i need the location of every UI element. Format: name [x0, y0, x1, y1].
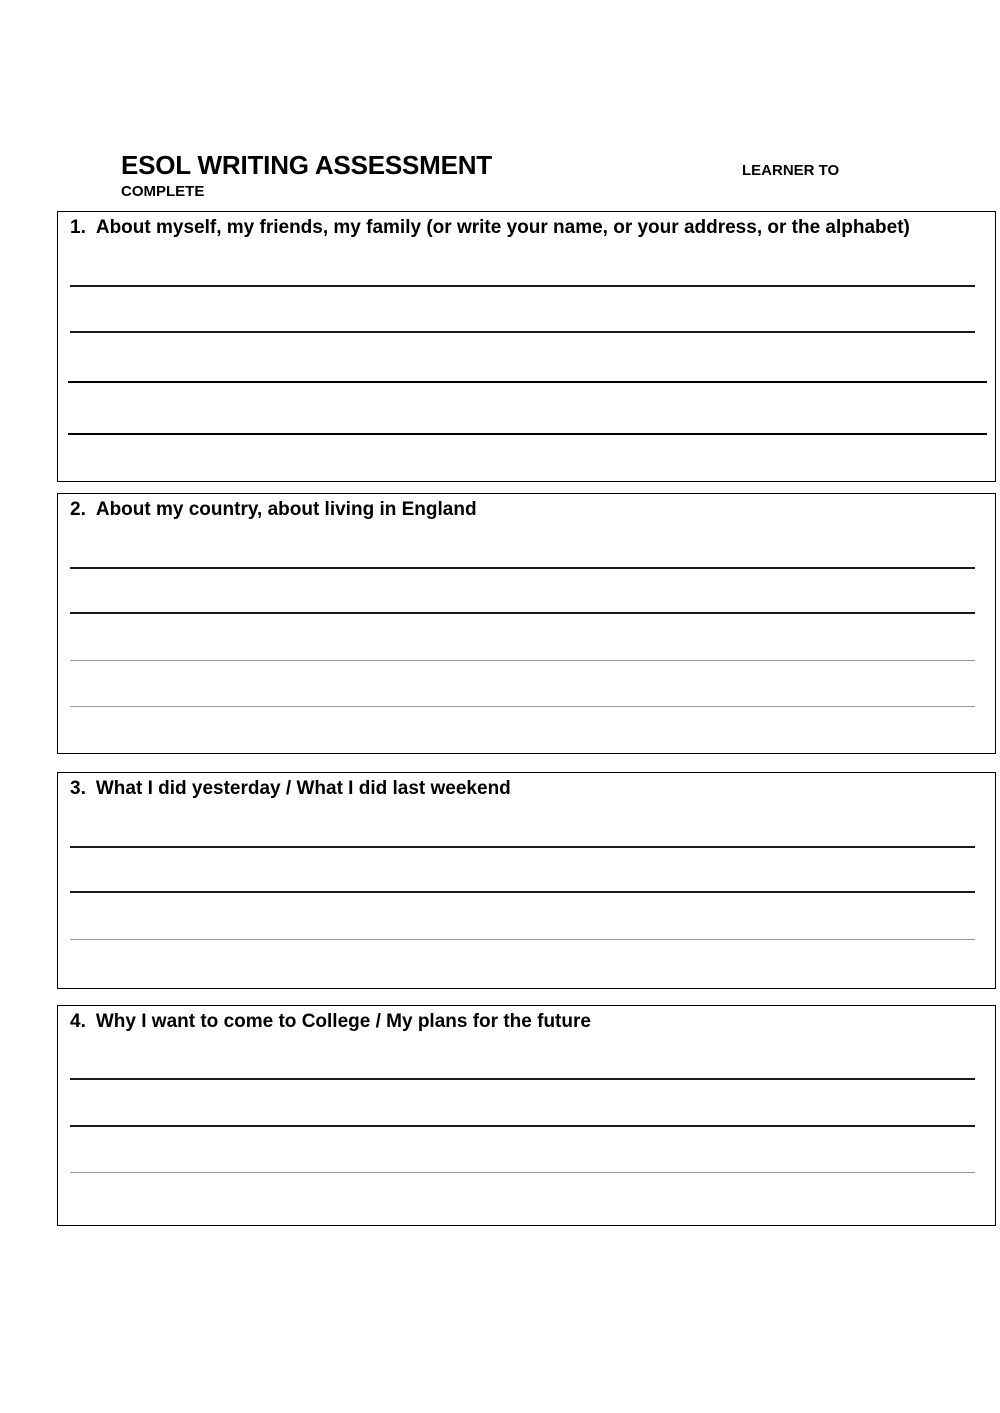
section-3-prompt	[70, 778, 511, 800]
writing-line[interactable]	[68, 381, 987, 383]
learner-to-complete-label: LEARNER TO	[742, 162, 840, 179]
section-prompt-text: About myself, my friends, my family (or write your name, or your address, or the alphabet)	[95, 217, 910, 238]
section-1-prompt	[70, 217, 910, 239]
writing-line[interactable]	[70, 1125, 975, 1127]
writing-line[interactable]	[68, 433, 987, 435]
writing-line[interactable]	[70, 612, 975, 614]
section-number: 4.	[70, 1011, 86, 1032]
writing-line[interactable]	[70, 331, 975, 333]
section-number: 2.	[70, 499, 86, 520]
section-number: 3.	[70, 778, 86, 799]
section-4-prompt	[70, 1011, 591, 1033]
writing-line[interactable]	[70, 1172, 975, 1173]
section-1-box	[57, 211, 996, 482]
section-prompt-text: What I did yesterday / What I did last weekend	[95, 778, 511, 799]
writing-line[interactable]	[70, 706, 975, 707]
writing-line[interactable]	[70, 939, 975, 940]
section-2-prompt	[70, 499, 477, 521]
section-4-box	[57, 1005, 996, 1226]
section-prompt-text: About my country, about living in England	[95, 499, 477, 520]
section-number: 1.	[70, 217, 86, 238]
complete-label: COMPLETE	[121, 183, 205, 200]
writing-line[interactable]	[70, 285, 975, 287]
section-prompt-text: Why I want to come to College / My plans for the future	[95, 1011, 591, 1032]
writing-line[interactable]	[70, 660, 975, 661]
writing-line[interactable]	[70, 891, 975, 893]
writing-line[interactable]	[70, 567, 975, 569]
page-title: ESOL WRITING ASSESSMENT	[121, 150, 492, 180]
writing-line[interactable]	[70, 1078, 975, 1080]
writing-line[interactable]	[70, 846, 975, 848]
section-3-box	[57, 772, 996, 989]
section-2-box	[57, 493, 996, 754]
